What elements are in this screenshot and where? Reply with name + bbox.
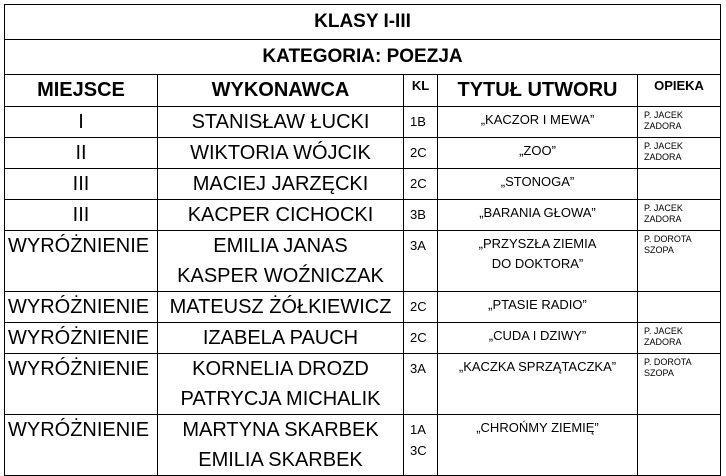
tutor-cell xyxy=(638,292,721,323)
class-label: 2C xyxy=(410,176,427,191)
title-cell xyxy=(438,415,638,476)
performer-cell xyxy=(158,323,404,354)
tutor-cell xyxy=(638,107,721,138)
class-cell xyxy=(404,231,438,292)
tutor-cell xyxy=(638,415,721,476)
performer-cell xyxy=(158,169,404,200)
tutor-line: P. DOROTA xyxy=(644,234,692,244)
place-cell: II xyxy=(5,138,158,169)
table-row xyxy=(5,169,721,200)
title-cell xyxy=(438,231,638,292)
performer-name: EMILIA SKARBEK xyxy=(198,449,363,471)
tutor-line: P. DOROTA xyxy=(644,357,692,367)
tutor-line: ZADORA xyxy=(644,121,682,131)
class-label: 3A xyxy=(410,238,426,253)
place-cell: WYRÓŻNIENIE xyxy=(5,231,158,292)
performer-cell xyxy=(158,415,404,476)
class-label: 1A xyxy=(410,422,426,437)
tutor-line: P. JACEK xyxy=(644,203,683,213)
title-line: „BARANIA GŁOWA” xyxy=(479,205,596,220)
class-label: 1B xyxy=(410,114,426,129)
table-row xyxy=(5,138,721,169)
tutor-cell xyxy=(638,169,721,200)
performer-cell xyxy=(158,231,404,292)
performer-cell xyxy=(158,200,404,231)
performer-name: KORNELIA DROZD xyxy=(192,358,369,380)
place-cell: WYRÓŻNIENIE xyxy=(5,292,158,323)
tutor-cell xyxy=(638,231,721,292)
title-cell xyxy=(438,107,638,138)
table-row xyxy=(5,107,721,138)
tutor-cell xyxy=(638,200,721,231)
class-cell xyxy=(404,169,438,200)
class-cell xyxy=(404,415,438,476)
header-performer: WYKONAWCA xyxy=(158,75,404,107)
header-tutor: OPIEKA xyxy=(638,75,721,107)
class-cell xyxy=(404,354,438,415)
results-table xyxy=(4,4,721,476)
place-cell: WYRÓŻNIENIE xyxy=(5,415,158,476)
place-cell: III xyxy=(5,200,158,231)
class-label: 3B xyxy=(410,207,426,222)
title-line: DO DOKTORA” xyxy=(491,256,584,271)
class-label: 2C xyxy=(410,145,427,160)
performer-name: KASPER WOŹNICZAK xyxy=(177,265,384,287)
table-row xyxy=(5,200,721,231)
title-line: „STONOGA” xyxy=(500,174,575,189)
class-label: 2C xyxy=(410,330,427,345)
tutor-line: ZADORA xyxy=(644,214,682,224)
class-cell xyxy=(404,323,438,354)
place-cell: I xyxy=(5,107,158,138)
table-row xyxy=(5,415,721,476)
class-label: 3C xyxy=(410,443,427,458)
header-row xyxy=(5,75,721,107)
performer-cell xyxy=(158,292,404,323)
title-line: „CHROŃMY ZIEMIĘ” xyxy=(476,420,599,435)
performer-name: MATEUSZ ŻÓŁKIEWICZ xyxy=(169,296,392,318)
place-cell: WYRÓŻNIENIE xyxy=(5,354,158,415)
tutor-line: P. JACEK xyxy=(644,141,683,151)
class-cell xyxy=(404,107,438,138)
title-cell xyxy=(438,354,638,415)
tutor-cell xyxy=(638,323,721,354)
header-title: TYTUŁ UTWORU xyxy=(438,75,638,107)
performer-name: MACIEJ JARZĘCKI xyxy=(192,173,369,195)
table-title: KLASY I-III xyxy=(5,5,721,40)
place-cell: WYRÓŻNIENIE xyxy=(5,323,158,354)
title-line: „PRZYSZŁA ZIEMIA xyxy=(478,236,597,251)
performer-name: PATRYCJA MICHALIK xyxy=(180,388,381,410)
table-row xyxy=(5,323,721,354)
performer-cell xyxy=(158,138,404,169)
title-cell xyxy=(438,323,638,354)
title-line: „KACZKA SPRZĄTACZKA” xyxy=(458,359,617,374)
table-row xyxy=(5,354,721,415)
performer-name: KACPER CICHOCKI xyxy=(187,204,374,226)
performer-name: STANISŁAW ŁUCKI xyxy=(191,111,370,133)
tutor-line: SZOPA xyxy=(644,368,674,378)
category-title: KATEGORIA: POEZJA xyxy=(5,40,721,75)
class-label: 2C xyxy=(410,299,427,314)
class-cell xyxy=(404,292,438,323)
title-line: „CUDA I DZIWY” xyxy=(488,328,587,343)
performer-cell xyxy=(158,107,404,138)
table-row xyxy=(5,231,721,292)
table-row xyxy=(5,292,721,323)
tutor-line: SZOPA xyxy=(644,245,674,255)
tutor-line: P. JACEK xyxy=(644,326,683,336)
title-cell xyxy=(438,292,638,323)
header-class: KL xyxy=(404,75,438,107)
tutor-line: P. JACEK xyxy=(644,110,683,120)
performer-name: EMILIA JANAS xyxy=(213,235,348,257)
tutor-line: ZADORA xyxy=(644,337,682,347)
place-cell: III xyxy=(5,169,158,200)
title-line: „KACZOR I MEWA” xyxy=(480,112,595,127)
class-cell xyxy=(404,200,438,231)
performer-name: WIKTORIA WÓJCIK xyxy=(190,142,371,164)
title-line: „ZOO” xyxy=(519,143,556,158)
title-cell xyxy=(438,138,638,169)
title-cell xyxy=(438,200,638,231)
class-label: 3A xyxy=(410,361,426,376)
performer-name: MARTYNA SKARBEK xyxy=(182,419,379,441)
performer-name: IZABELA PAUCH xyxy=(202,327,359,349)
header-place: MIEJSCE xyxy=(5,75,158,107)
title-cell xyxy=(438,169,638,200)
tutor-line: ZADORA xyxy=(644,152,682,162)
title-line: „PTASIE RADIO” xyxy=(488,297,587,312)
tutor-cell xyxy=(638,138,721,169)
performer-cell xyxy=(158,354,404,415)
class-cell xyxy=(404,138,438,169)
tutor-cell xyxy=(638,354,721,415)
